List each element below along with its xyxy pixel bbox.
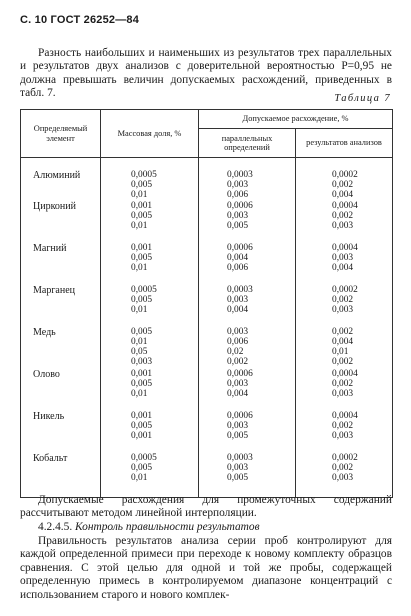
element-name: Медь <box>21 327 101 369</box>
mass-fraction-cell <box>101 243 199 285</box>
value: 0,01 <box>131 336 148 347</box>
table-row <box>21 327 393 369</box>
value: 0,0006 <box>227 368 253 379</box>
value: 0,002 <box>227 357 249 368</box>
value: 0,006 <box>227 190 249 201</box>
table-row <box>21 411 393 453</box>
value: 0,001 <box>131 431 153 442</box>
value: 0,0002 <box>332 170 358 180</box>
table-row <box>21 243 393 285</box>
value: 0,05 <box>131 347 148 358</box>
mass-fraction-cell <box>101 453 199 498</box>
value: 0,01 <box>131 305 148 316</box>
value: 0,002 <box>332 294 354 305</box>
value: 0,0004 <box>332 200 358 211</box>
value: 0,002 <box>332 378 354 389</box>
results-cell <box>296 453 393 498</box>
table-row <box>21 285 393 327</box>
value: 0,005 <box>131 294 153 305</box>
header-parallel: параллельных определений <box>199 129 296 158</box>
value: 0,001 <box>131 368 153 379</box>
value: 0,0006 <box>227 410 253 421</box>
value: 0,001 <box>131 242 153 253</box>
value: 0,0002 <box>332 452 358 463</box>
value: 0,003 <box>227 326 249 337</box>
value: 0,004 <box>332 190 354 201</box>
element-name: Марганец <box>21 285 101 327</box>
parallel-cell <box>199 158 296 201</box>
mass-fraction-cell <box>101 158 199 201</box>
parallel-cell <box>199 243 296 285</box>
value: 0,003 <box>332 473 354 484</box>
value: 0,002 <box>332 420 354 431</box>
results-cell <box>296 158 393 201</box>
value: 0,01 <box>131 263 148 274</box>
value: 0,0003 <box>227 170 253 180</box>
value: 0,005 <box>131 420 153 431</box>
value: 0,005 <box>131 210 153 221</box>
value: 0,003 <box>332 305 354 316</box>
value: 0,005 <box>131 326 153 337</box>
value: 0,003 <box>131 357 153 368</box>
value: 0,0004 <box>332 368 358 379</box>
value: 0,003 <box>227 210 249 221</box>
parallel-cell <box>199 453 296 498</box>
mass-fraction-cell <box>101 369 199 411</box>
value: 0,005 <box>227 221 249 232</box>
value: 0,004 <box>227 389 249 400</box>
value: 0,004 <box>332 263 354 274</box>
results-cell <box>296 369 393 411</box>
header-allowed-discrepancy: Допускаемое расхождение, % <box>199 110 393 129</box>
paragraph-correctness: Правильность результатов анализа серии проб контролируют для каждой определенной примеси при переходе к новому комплекту образцов сравнения. С этой целью для одной и той же пробы, содержащей определенную примесь в контролируемом диапазоне концентраций с использованием старого и нового комплек- <box>20 535 392 601</box>
section-heading <box>38 521 260 533</box>
value: 0,01 <box>131 190 148 201</box>
section-number: 4.2.4.5. <box>38 521 73 533</box>
value: 0,002 <box>332 326 354 337</box>
value: 0,01 <box>131 473 148 484</box>
value: 0,003 <box>332 431 354 442</box>
value: 0,0003 <box>227 284 253 295</box>
value: 0,001 <box>131 410 153 421</box>
section-title: Контроль правильности результатов <box>75 521 260 533</box>
table-row <box>21 201 393 243</box>
mass-fraction-cell <box>101 201 199 243</box>
element-name: Кобальт <box>21 453 101 498</box>
value: 0,006 <box>227 263 249 274</box>
value: 0,001 <box>131 200 153 211</box>
header-results: результатов анализов <box>296 129 393 158</box>
value: 0,003 <box>227 462 249 473</box>
mass-fraction-cell <box>101 327 199 369</box>
mass-fraction-cell <box>101 411 199 453</box>
paragraph-interpolation: Допускаемые расхождения для промежуточных содержаний рассчитывают методом линейной интерполяции. <box>20 494 392 520</box>
value: 0,0004 <box>332 242 358 253</box>
value: 0,005 <box>227 473 249 484</box>
value: 0,02 <box>227 347 244 358</box>
parallel-cell <box>199 369 296 411</box>
value: 0,003 <box>332 389 354 400</box>
parallel-cell <box>199 327 296 369</box>
table-caption: Таблица 7 <box>334 93 391 104</box>
value: 0,003 <box>227 420 249 431</box>
value: 0,0005 <box>131 452 157 463</box>
header-element: Определяемый элемент <box>21 110 101 158</box>
element-name: Магний <box>21 243 101 285</box>
page-header: С. 10 ГОСТ 26252—84 <box>20 14 140 26</box>
element-name: Никель <box>21 411 101 453</box>
table-row <box>21 369 393 411</box>
value: 0,0005 <box>131 170 157 180</box>
header-mass-fraction: Массовая доля, % <box>101 110 199 158</box>
value: 0,0005 <box>131 284 157 295</box>
value: 0,005 <box>131 180 153 191</box>
value: 0,002 <box>332 462 354 473</box>
mass-fraction-cell <box>101 285 199 327</box>
value: 0,005 <box>227 431 249 442</box>
value: 0,003 <box>332 221 354 232</box>
value: 0,0006 <box>227 200 253 211</box>
value: 0,01 <box>131 221 148 232</box>
value: 0,004 <box>227 305 249 316</box>
value: 0,003 <box>227 180 249 191</box>
parallel-cell <box>199 201 296 243</box>
parallel-cell <box>199 285 296 327</box>
results-cell <box>296 285 393 327</box>
value: 0,002 <box>332 357 354 368</box>
table-7 <box>20 109 393 498</box>
parallel-cell <box>199 411 296 453</box>
value: 0,0002 <box>332 284 358 295</box>
value: 0,002 <box>332 210 354 221</box>
value: 0,002 <box>332 180 354 191</box>
value: 0,01 <box>332 347 349 358</box>
element-name: Цирконий <box>21 201 101 243</box>
value: 0,005 <box>131 378 153 389</box>
value: 0,005 <box>131 462 153 473</box>
value: 0,004 <box>227 252 249 263</box>
table-row <box>21 453 393 498</box>
value: 0,004 <box>332 336 354 347</box>
value: 0,003 <box>227 294 249 305</box>
value: 0,0004 <box>332 410 358 421</box>
value: 0,003 <box>332 252 354 263</box>
element-name: Алюминий <box>21 158 101 201</box>
value: 0,006 <box>227 336 249 347</box>
element-name: Олово <box>21 369 101 411</box>
results-cell <box>296 243 393 285</box>
value: 0,003 <box>227 378 249 389</box>
paragraph-discrepancy: Разность наибольших и наименьших из результатов трех параллельных и результатов двух анализов с доверительной вероятностью Р=0,95 не должна превышать величин допускаемых расхождений, приведенных в табл. 7. <box>20 47 392 100</box>
results-cell <box>296 201 393 243</box>
value: 0,0006 <box>227 242 253 253</box>
results-cell <box>296 327 393 369</box>
value: 0,0003 <box>227 452 253 463</box>
value: 0,005 <box>131 252 153 263</box>
table-row <box>21 158 393 201</box>
value: 0,01 <box>131 389 148 400</box>
results-cell <box>296 411 393 453</box>
